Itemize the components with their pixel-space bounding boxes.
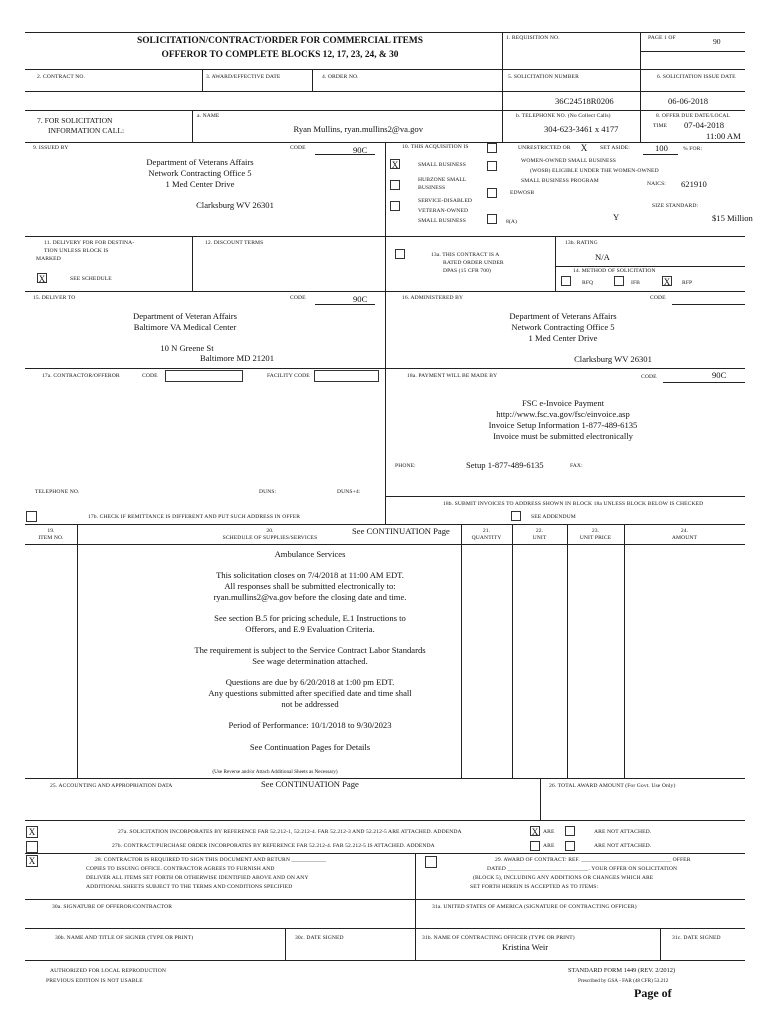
- administered-by-label: 16. ADMINISTERED BY: [402, 295, 464, 301]
- edwosb-label: EDWOSB: [510, 190, 535, 196]
- rated-order-checkbox[interactable]: [395, 249, 405, 259]
- set-aside-label: SET ASIDE:: [600, 145, 630, 151]
- clause-27a-are-checkbox[interactable]: X: [531, 827, 539, 837]
- clause-29-line3: (BLOCK 5), INCLUDING ANY ADDITIONS OR CHANGES WHICH ARE: [473, 875, 654, 881]
- acquisition-checkbox[interactable]: [487, 143, 497, 153]
- signature-30b-label: 30b. NAME AND TITLE OF SIGNER (TYPE OR PRINT): [55, 935, 194, 941]
- payment-code-label: CODE: [641, 374, 657, 380]
- schedule-continuation: See CONTINUATION Page: [352, 526, 450, 536]
- payment-fax-label: FAX:: [570, 463, 583, 469]
- schedule-line: See Continuation Pages for Details: [249, 741, 371, 752]
- deliver-to-line1: Department of Veteran Affairs: [133, 311, 237, 321]
- clause-27b-are-not: ARE NOT ATTACHED.: [594, 843, 652, 849]
- schedule-line: Period of Performance: 10/1/2018 to 9/30/2023: [228, 720, 392, 731]
- wosb-checkbox[interactable]: [487, 161, 497, 171]
- clause-27b-are-not-checkbox[interactable]: [565, 841, 575, 851]
- form-title-line2: OFFEROR TO COMPLETE BLOCKS 12, 17, 23, 24, & 30: [161, 50, 399, 60]
- accounting-label: 25. ACCOUNTING AND APPROPRIATION DATA: [50, 783, 173, 789]
- addendum-checkbox[interactable]: [511, 511, 521, 521]
- schedule-line: Offerors, and E.9 Evaluation Criteria.: [245, 623, 375, 634]
- previous-edition: PREVIOUS EDITION IS NOT USABLE: [46, 978, 143, 984]
- hubzone-line1: HUBZONE SMALL: [418, 177, 467, 183]
- issued-by-code-label: CODE: [290, 145, 306, 151]
- solicitation-number-label: 5. SOLICITATION NUMBER: [508, 74, 579, 80]
- accounting-continuation: See CONTINUATION Page: [261, 779, 359, 789]
- col20-line1: 20.: [266, 528, 274, 534]
- schedule-line: See wage determination attached.: [252, 656, 368, 667]
- issued-by-line3: 1 Med Center Drive: [165, 179, 235, 189]
- contact-phone[interactable]: 304-623-3461 x 4177: [544, 124, 619, 134]
- edwosb-checkbox[interactable]: [487, 188, 497, 198]
- info-call-label-1: 7. FOR SOLICITATION: [37, 116, 113, 125]
- reverse-note: (Use Reverse and/or Attach Additional Sheets as Necessary): [212, 769, 338, 775]
- contractor-code-field[interactable]: [165, 370, 243, 382]
- due-time[interactable]: 11:00 AM: [706, 131, 741, 141]
- col21-line2: QUANTITY: [471, 535, 502, 541]
- clause-27b: 27b. CONTRACT/PURCHASE ORDER INCORPORATES BY REFERENCE FAR 52.212-4. FAR 52.212-5 IS ATTACHED. ADDENDA: [112, 843, 435, 849]
- see-schedule-label: SEE SCHEDULE: [70, 276, 112, 282]
- award-date-label: 3. AWARD/EFFECTIVE DATE: [206, 74, 281, 80]
- clause-27a-are-not: ARE NOT ATTACHED.: [594, 829, 652, 835]
- issued-by-label: 9. ISSUED BY: [33, 145, 69, 151]
- contract-no-label: 2. CONTRACT NO.: [37, 74, 86, 80]
- administered-by-line4: Clarksburg WV 26301: [574, 354, 652, 364]
- issued-by-line4: Clarksburg WV 26301: [196, 200, 274, 210]
- contractor-label: 17a. CONTRACTOR/OFFEROR: [42, 373, 120, 379]
- rfq-label: RFQ: [582, 280, 594, 286]
- deliver-to-code-label: CODE: [290, 295, 306, 301]
- col20-line2: SCHEDULE OF SUPPLIES/SERVICES: [222, 535, 318, 541]
- see-schedule-checkbox[interactable]: X: [38, 274, 46, 284]
- eight-a-label: 8(A): [506, 219, 517, 225]
- clause-28-line3: DELIVER ALL ITEMS SET FORTH OR OTHERWISE IDENTIFIED ABOVE AND ON ANY: [86, 875, 309, 881]
- solicitation-number[interactable]: 36C24518R0206: [555, 96, 614, 106]
- acquisition-label: 10. THIS ACQUISITION IS: [402, 144, 469, 150]
- due-date-label: 8. OFFER DUE DATE/LOCAL: [656, 113, 731, 119]
- deliver-to-label: 15. DELIVER TO: [33, 295, 76, 301]
- clause-27a-checkbox[interactable]: X: [26, 826, 38, 838]
- clause-28-line4: ADDITIONAL SHEETS SUBJECT TO THE TERMS AND CONDITIONS SPECIFIED: [86, 884, 293, 890]
- clause-29-line1: 29. AWARD OF CONTRACT: REF. _______________________________ OFFER: [495, 857, 691, 863]
- payment-label: 18a. PAYMENT WILL BE MADE BY: [407, 373, 498, 379]
- schedule-line: See section B.5 for pricing schedule, E.1 Instructions to: [214, 613, 406, 624]
- deliver-to-line2: Baltimore VA Medical Center: [133, 322, 237, 332]
- delivery-line3: MARKED: [36, 256, 61, 262]
- method-label: 14. METHOD OF SOLICITATION: [573, 268, 656, 274]
- signature-31a-label: 31a. UNITED STATES OF AMERICA (SIGNATURE OF CONTRACTING OFFICER): [432, 904, 637, 910]
- prescribed-by: Prescribed by GSA - FAR (48 CFR) 53.212: [578, 978, 669, 984]
- clause-29-line4: SET FORTH HEREIN IS ACCEPTED AS TO ITEMS:: [470, 884, 599, 890]
- col22-line1: 22.: [535, 528, 544, 534]
- sdvosb-checkbox[interactable]: [390, 201, 400, 211]
- signature-30a-label: 30a. SIGNATURE OF OFFEROR/CONTRACTOR: [52, 904, 173, 910]
- payment-line3: Invoice Setup Information 1-877-489-6135: [488, 420, 638, 430]
- clause-27a: 27a. SOLICITATION INCORPORATES BY REFERENCE FAR 52.212-1, 52.212-4. FAR 52.212-3 AND 52.212-5 ARE ATTACHED. ADDENDA: [118, 829, 462, 835]
- small-business-label: SMALL BUSINESS: [418, 162, 466, 168]
- duns-label: DUNS:: [259, 489, 277, 495]
- issued-by-code[interactable]: 90C: [353, 145, 368, 155]
- requisition-label: 1. REQUISITION NO.: [506, 35, 560, 41]
- order-no-label: 4. ORDER NO.: [322, 74, 359, 80]
- col22-line2: UNIT: [532, 535, 547, 541]
- size-standard[interactable]: $15 Million: [712, 213, 753, 223]
- payment-url[interactable]: http://www.fsc.va.gov/fsc/einvoice.asp: [496, 409, 630, 419]
- clause-27a-are-not-checkbox[interactable]: [565, 826, 575, 836]
- col19-line1: 19.: [47, 528, 55, 534]
- schedule-body: [140, 549, 480, 752]
- telephone-no-label: TELEPHONE NO.: [35, 489, 80, 495]
- contact-name[interactable]: Ryan Mullins, ryan.mullins2@va.gov: [293, 124, 423, 134]
- administered-by-line3: 1 Med Center Drive: [528, 333, 598, 343]
- sdvosb-line1: SERVICE-DISABLED: [418, 198, 472, 204]
- issued-by-line2: Network Contracting Office 5: [148, 168, 252, 178]
- standard-form-number: STANDARD FORM 1449 (REV. 2/2012): [568, 967, 676, 974]
- signature-30c-label: 30c. DATE SIGNED: [295, 935, 344, 941]
- schedule-line: All responses shall be submitted electronically to:: [224, 581, 396, 592]
- wosb-line3: SMALL BUSINESS PROGRAM: [521, 178, 599, 184]
- eight-a-checkbox[interactable]: [487, 214, 497, 224]
- schedule-line: ryan.mullins2@va.gov before the closing date and time.: [213, 591, 407, 602]
- sdvosb-line3: SMALL BUSINESS: [418, 218, 466, 224]
- page-label: PAGE 1 OF: [648, 35, 676, 41]
- authorized-reproduction: AUTHORIZED FOR LOCAL REPRODUCTION: [50, 968, 167, 974]
- rfp-checkbox[interactable]: X: [663, 277, 671, 287]
- signature-31b-label: 31b. NAME OF CONTRACTING OFFICER (TYPE OR PRINT): [422, 935, 575, 941]
- payment-code[interactable]: 90C: [712, 370, 727, 380]
- rating-value[interactable]: N/A: [595, 252, 610, 262]
- deliver-to-code[interactable]: 90C: [353, 294, 368, 304]
- deliver-to-line3: 10 N Greene St: [160, 343, 214, 353]
- clause-29-line2: DATED ____________________________. YOUR OFFER ON SOLICITATION: [487, 866, 678, 872]
- info-call-label-2: INFORMATION CALL:: [48, 126, 125, 135]
- y-mark: Y: [613, 212, 620, 222]
- schedule-line: [140, 710, 480, 721]
- delivery-line1: 11. DELIVERY FOR FOB DESTINA-: [44, 240, 135, 246]
- issued-by-line1: Department of Veterans Affairs: [146, 157, 254, 167]
- rating-label: 13b. RATING: [565, 240, 598, 246]
- naics-code[interactable]: 621910: [681, 179, 707, 189]
- payment-line1: FSC e-Invoice Payment: [521, 398, 605, 408]
- administered-by-line1: Department of Veterans Affairs: [509, 311, 617, 321]
- signature-31c-label: 31c. DATE SIGNED: [672, 935, 721, 941]
- administered-by-code-label: CODE: [650, 295, 666, 301]
- unrestricted-label: UNRESTRICTED OR: [518, 145, 571, 151]
- col23-line1: 23.: [591, 528, 600, 534]
- unrestricted-checkbox[interactable]: X: [580, 143, 588, 153]
- col21-line1: 21.: [482, 528, 491, 534]
- col23-line2: UNIT PRICE: [579, 535, 612, 541]
- name-label: a. NAME: [197, 113, 220, 119]
- schedule-line: The requirement is subject to the Service Contract Labor Standards: [194, 645, 426, 656]
- issue-date[interactable]: 06-06-2018: [668, 96, 709, 106]
- contractor-code-label: CODE: [142, 373, 158, 379]
- payment-phone[interactable]: Setup 1-877-489-6135: [466, 460, 544, 470]
- payment-line4: Invoice must be submitted electronically: [493, 431, 633, 441]
- facility-code-label: FACILITY CODE: [267, 373, 310, 379]
- clause-28-checkbox[interactable]: X: [26, 855, 38, 867]
- col24-line2: AMOUNT: [671, 535, 698, 541]
- ifb-label: IFB: [631, 280, 641, 286]
- administered-by-line2: Network Contracting Office 5: [511, 322, 615, 332]
- schedule-line: [140, 635, 480, 646]
- schedule-line: not be addressed: [281, 698, 339, 709]
- schedule-line: Ambulance Services: [274, 549, 346, 559]
- small-business-checkbox[interactable]: X: [391, 160, 399, 170]
- due-date[interactable]: 07-04-2018: [684, 120, 725, 130]
- wosb-line2: (WOSB) ELIGIBLE UNDER THE WOMEN-OWNED: [530, 168, 659, 174]
- size-standard-label: SIZE STANDARD:: [652, 203, 699, 209]
- schedule-line: [140, 603, 480, 614]
- remittance-label: 17b. CHECK IF REMITTANCE IS DIFFERENT AND PUT SUCH ADDRESS IN OFFER: [88, 514, 301, 520]
- payment-phone-label: PHONE:: [395, 463, 416, 469]
- issue-date-label: 6. SOLICITATION ISSUE DATE: [657, 74, 736, 80]
- schedule-line: Questions are due by 6/20/2018 at 1:00 pm EDT.: [225, 677, 395, 688]
- page-total[interactable]: 90: [713, 37, 721, 46]
- percent-for-label: % FOR:: [683, 146, 703, 152]
- schedule-line: [140, 560, 480, 571]
- schedule-line: [140, 731, 480, 742]
- rated-line3: DPAS (15 CFR 700): [443, 268, 491, 274]
- hubzone-line2: BUSINESS: [418, 185, 446, 191]
- form-title-line1: SOLICITATION/CONTRACT/ORDER FOR COMMERCIAL ITEMS: [137, 36, 423, 46]
- telephone-label: b. TELEPHONE NO. (No Collect Calls): [516, 113, 611, 119]
- col24-line1: 24.: [680, 528, 689, 534]
- schedule-line: Any questions submitted after specified date and time shall: [208, 688, 412, 699]
- deliver-to-line4: Baltimore MD 21201: [200, 353, 274, 363]
- submit-invoices-label: 18b. SUBMIT INVOICES TO ADDRESS SHOWN IN BLOCK 18a UNLESS BLOCK BELOW IS CHECKED: [443, 501, 704, 507]
- rfp-label: RFP: [682, 280, 693, 286]
- total-award-label: 26. TOTAL AWARD AMOUNT (For Govt. Use Only): [549, 783, 676, 789]
- delivery-line2: TION UNLESS BLOCK IS: [44, 248, 109, 254]
- ifb-checkbox[interactable]: [614, 276, 624, 286]
- col19-line2: ITEM NO.: [38, 535, 64, 541]
- page-of-footer: Page of: [634, 986, 672, 1000]
- rated-line1: 13a. THIS CONTRACT IS A: [431, 252, 500, 258]
- rfq-checkbox[interactable]: [561, 276, 571, 286]
- clause-27b-checkbox[interactable]: [26, 841, 38, 853]
- facility-code-field[interactable]: [314, 370, 379, 382]
- clause-27a-are: ARE: [543, 829, 555, 835]
- wosb-line1: WOMEN-OWNED SMALL BUSINESS: [521, 158, 616, 164]
- contracting-officer-name[interactable]: Kristina Weir: [502, 942, 549, 952]
- clause-29-checkbox[interactable]: [425, 856, 437, 868]
- discount-terms-label: 12. DISCOUNT TERMS: [205, 240, 264, 246]
- sdvosb-line2: VETERAN-OWNED: [418, 208, 469, 214]
- duns4-label: DUNS+4:: [337, 489, 361, 495]
- clause-27b-are: ARE: [543, 843, 555, 849]
- schedule-line: This solicitation closes on 7/4/2018 at 11:00 AM EDT.: [216, 570, 404, 581]
- rated-line2: RATED ORDER UNDER: [443, 260, 504, 266]
- remittance-checkbox[interactable]: [26, 511, 37, 522]
- time-label: TIME: [653, 123, 668, 129]
- hubzone-checkbox[interactable]: [390, 180, 400, 190]
- addendum-label: SEE ADDENDUM: [531, 514, 576, 520]
- schedule-line: [140, 667, 480, 678]
- naics-label: NAICS:: [647, 181, 666, 187]
- clause-27b-are-checkbox[interactable]: [530, 841, 540, 851]
- clause-28-line1: 28. CONTRACTOR IS REQUIRED TO SIGN THIS DOCUMENT AND RETURN ____________: [95, 857, 327, 863]
- clause-28-line2: COPIES TO ISSUING OFFICE. CONTRACTOR AGREES TO FURNISH AND: [86, 866, 275, 872]
- set-aside-percent[interactable]: 100: [655, 143, 668, 153]
